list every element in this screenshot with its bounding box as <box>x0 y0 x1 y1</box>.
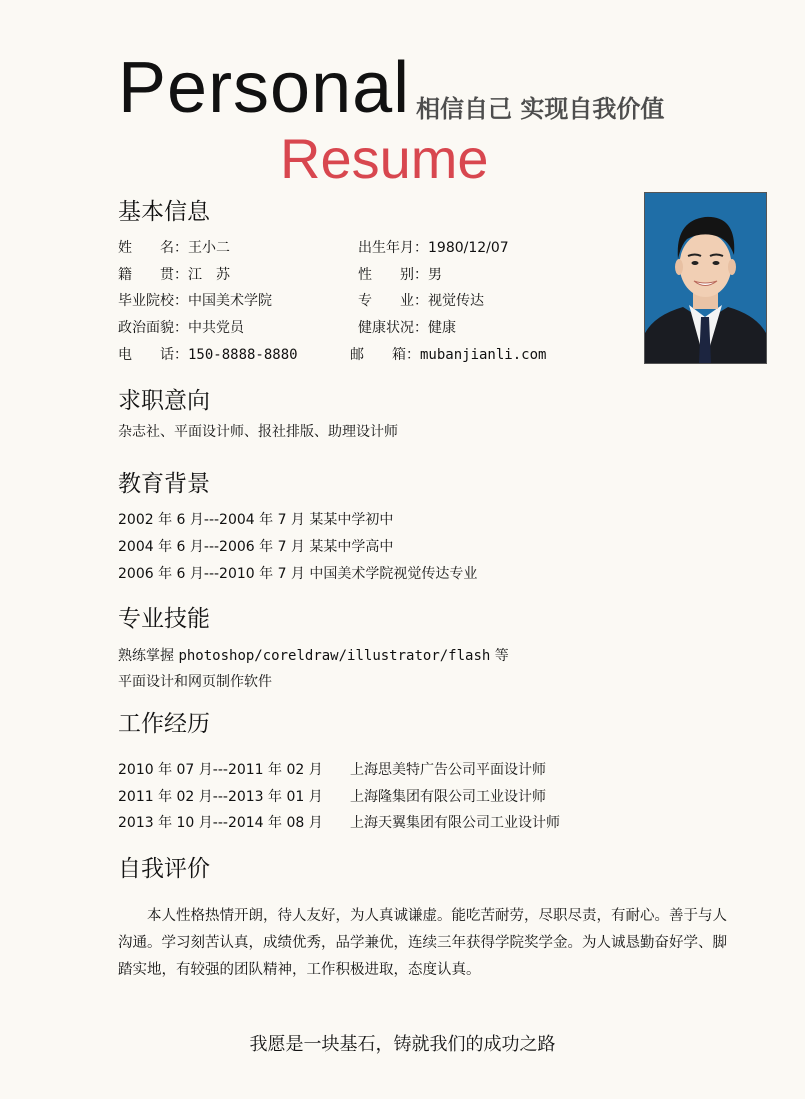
section-self-eval-title: 自我评价 <box>118 856 210 882</box>
origin-label: 籍 贯： <box>118 267 188 283</box>
politics-value: 中共党员 <box>188 320 244 336</box>
self-eval-text: 本人性格热情开朗，待人友好，为人真诚谦虚。能吃苦耐劳，尽职尽责，有耐心。善于与人沟通。学习刻苦认真，成绩优秀，品学兼优，连续三年获得学院奖学金。为人诚恳勤奋好学、脚踏实地，有较强的团队精神，工作积极进取，态度认真。 <box>118 908 727 978</box>
health-row <box>358 318 456 338</box>
school-row <box>118 291 272 311</box>
skills-tools: photoshop/coreldraw/illustrator/flash <box>178 648 491 664</box>
skills-prefix: 熟练掌握 <box>118 648 179 664</box>
phone-label: 电 话： <box>118 347 188 363</box>
section-skills-title: 专业技能 <box>118 606 210 632</box>
gender-row <box>358 265 442 285</box>
education-item: 2004 年 6 月---2006 年 7 月 某某中学高中 <box>118 539 394 555</box>
title-resume: Resume <box>280 127 489 190</box>
profile-photo <box>644 192 767 364</box>
section-education-title: 教育背景 <box>118 471 210 497</box>
major-value: 视觉传达 <box>428 293 484 309</box>
section-basic-info-title: 基本信息 <box>118 199 210 225</box>
origin-value: 江 苏 <box>188 267 230 283</box>
work-item-role: 上海天翼集团有限公司工业设计师 <box>350 815 560 831</box>
work-item-role: 上海思美特广告公司平面设计师 <box>350 762 546 778</box>
email-row <box>350 345 546 365</box>
phone-row <box>118 345 298 365</box>
work-item-period: 2010 年 07 月---2011 年 02 月 <box>118 762 323 778</box>
work-item-period: 2013 年 10 月---2014 年 08 月 <box>118 815 323 831</box>
school-label: 毕业院校： <box>118 293 188 309</box>
work-item-period: 2011 年 02 月---2013 年 01 月 <box>118 789 323 805</box>
skills-line-1 <box>118 646 509 666</box>
school-value: 中国美术学院 <box>188 293 272 309</box>
section-work-title: 工作经历 <box>118 711 210 737</box>
birth-value: 1980/12/07 <box>428 240 509 256</box>
major-row <box>358 291 484 311</box>
politics-row <box>118 318 244 338</box>
motto: 我愿是一块基石，铸就我们的成功之路 <box>249 1034 556 1055</box>
origin-row <box>118 265 230 285</box>
phone-value: 150-8888-8880 <box>188 347 298 363</box>
title-personal: Personal <box>118 48 411 128</box>
work-item-role: 上海隆集团有限公司工业设计师 <box>350 789 546 805</box>
gender-label: 性 别： <box>358 267 428 283</box>
education-item: 2002 年 6 月---2004 年 7 月 某某中学初中 <box>118 512 394 528</box>
birth-label: 出生年月： <box>358 240 428 256</box>
health-label: 健康状况： <box>358 320 428 336</box>
birth-row <box>358 238 509 258</box>
email-value: mubanjianli.com <box>420 347 547 363</box>
intent-text: 杂志社、平面设计师、报社排版、助理设计师 <box>118 424 398 440</box>
major-label: 专 业： <box>358 293 428 309</box>
skills-line-2: 平面设计和网页制作软件 <box>118 674 272 690</box>
slogan: 相信自己 实现自我价值 <box>416 95 665 123</box>
name-row <box>118 238 230 258</box>
section-intent-title: 求职意向 <box>118 388 210 414</box>
skills-suffix: 等 <box>490 648 509 664</box>
name-value: 王小二 <box>188 240 230 256</box>
education-item: 2006 年 6 月---2010 年 7 月 中国美术学院视觉传达专业 <box>118 566 478 582</box>
email-label: 邮 箱： <box>350 347 420 363</box>
portrait-illustration <box>645 193 766 363</box>
health-value: 健康 <box>428 320 456 336</box>
gender-value: 男 <box>428 267 442 283</box>
name-label: 姓 名： <box>118 240 188 256</box>
politics-label: 政治面貌： <box>118 320 188 336</box>
